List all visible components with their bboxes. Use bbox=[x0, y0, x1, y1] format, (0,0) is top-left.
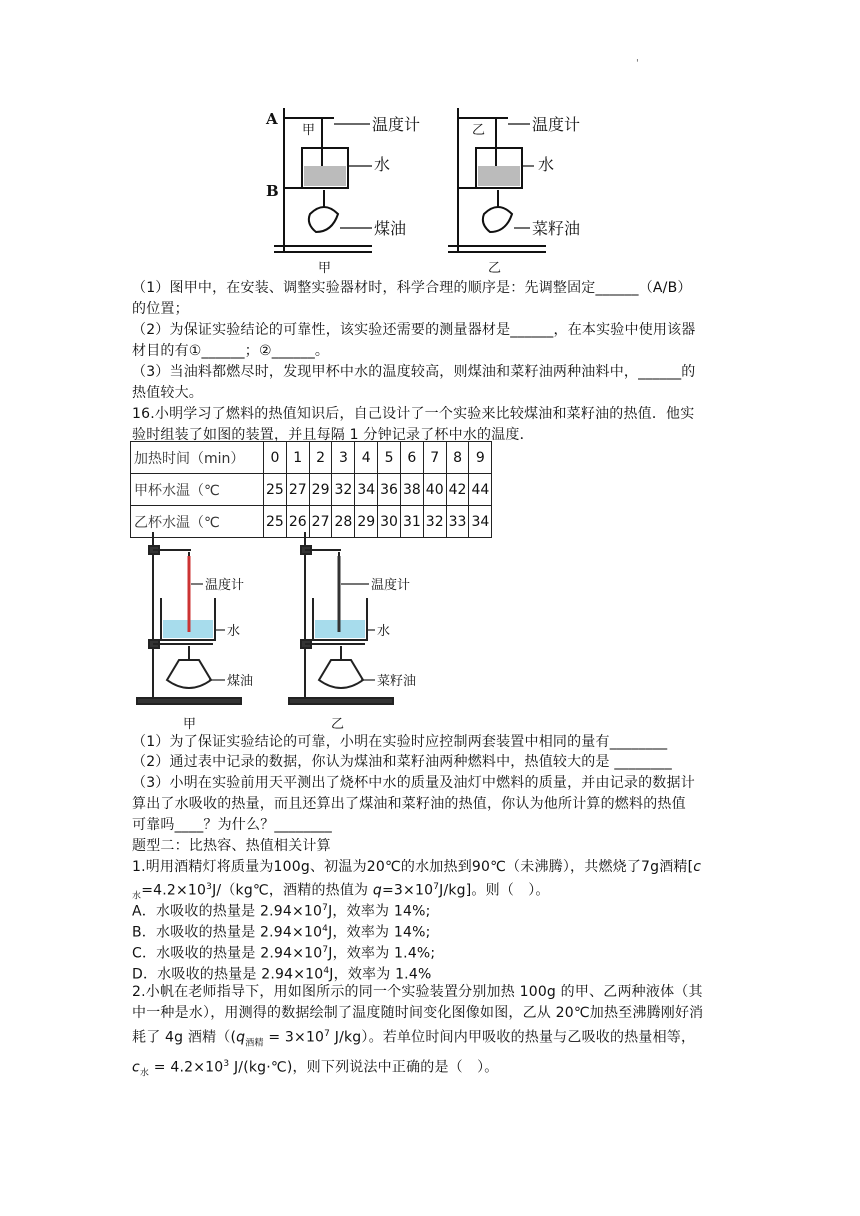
row-header: 加热时间（min） bbox=[131, 442, 264, 474]
p2-exp-4: 3 bbox=[223, 1059, 230, 1069]
right-fuel-label: 菜籽油 bbox=[532, 219, 581, 238]
table-cell: 7 bbox=[423, 442, 446, 474]
p2-text-4a: = 4.2×10 bbox=[149, 1059, 224, 1076]
figure-1-apparatus bbox=[262, 104, 602, 276]
q15-line-5: （3）当油料都燃尽时，发现甲杯中水的温度较高，则煤油和菜籽油两种油料中，______的 bbox=[132, 364, 696, 380]
table-cell: 1 bbox=[286, 442, 309, 474]
p1-text-2b: J/（kg℃，酒精的热值为 bbox=[212, 882, 373, 899]
table-row bbox=[131, 474, 492, 506]
f2-right-fuel: 菜籽油 bbox=[377, 674, 417, 689]
right-water-label: 水 bbox=[538, 155, 555, 174]
option-a-text: A．水吸收的热量是 2.94×10 bbox=[132, 903, 323, 920]
p1-text-2d: J/kg]。则（ ）。 bbox=[439, 882, 550, 899]
q15-line-2: 的位置； bbox=[132, 301, 189, 317]
table-cell: 3 bbox=[332, 442, 355, 474]
option-c-exp: 7 bbox=[322, 945, 329, 955]
p2-c-symbol: c bbox=[132, 1059, 140, 1076]
option-d-exp: 4 bbox=[323, 966, 330, 976]
left-water-label: 水 bbox=[374, 155, 391, 174]
p2-q-symbol: q bbox=[236, 1029, 246, 1046]
q16-part-5: 可靠吗____？为什么？________ bbox=[132, 817, 332, 833]
table-cell: 34 bbox=[355, 474, 378, 506]
p1-exp-2: 7 bbox=[433, 882, 440, 892]
q16-line-2: 验时组装了如图的装置，并且每隔 1 分钟记录了杯中水的温度． bbox=[132, 427, 534, 443]
p1-line-1 bbox=[132, 857, 701, 877]
q15-line-3: （2）为保证实验结论的可靠性，该实验还需要的测量器材是______，在本实验中使用该器 bbox=[132, 322, 696, 338]
p1-exp-1: 3 bbox=[206, 882, 213, 892]
f2-left-water: 水 bbox=[227, 624, 241, 639]
table-cell: 9 bbox=[469, 442, 492, 474]
left-thermometer-label: 温度计 bbox=[372, 115, 421, 134]
p2-text-3a: 耗了 4g 酒精（ bbox=[132, 1029, 231, 1046]
table-cell: 29 bbox=[355, 506, 378, 538]
p1-text-1a: 1.明用酒精灯将质量为100g、初温为20℃的水加热到90℃（未沸腾），共燃烧了7g酒精[ bbox=[132, 859, 694, 875]
table-cell: 32 bbox=[332, 474, 355, 506]
p2-exp-3: 7 bbox=[324, 1029, 331, 1039]
option-c-tail: J，效率为 1.4%; bbox=[328, 945, 436, 962]
f2-right-caption: 乙 bbox=[331, 717, 345, 730]
option-c-text: C．水吸收的热量是 2.94×10 bbox=[132, 945, 323, 962]
right-tag: 乙 bbox=[472, 123, 486, 138]
table-cell: 38 bbox=[400, 474, 423, 506]
q15-line-4: 材目的有①______；②______。 bbox=[132, 343, 330, 359]
p1-c-symbol: c bbox=[693, 859, 702, 875]
section-title: 题型二：比热容、热值相关计算 bbox=[132, 838, 331, 854]
p2-text-4b: J/(kg·℃)，则下列说法中正确的是（ ）。 bbox=[229, 1059, 499, 1076]
table-cell: 31 bbox=[400, 506, 423, 538]
table-cell: 25 bbox=[264, 474, 287, 506]
p1-text-2a: =4.2×10 bbox=[141, 882, 207, 899]
table-cell: 32 bbox=[423, 506, 446, 538]
p2-text-3c: J/kg）。若单位时间内甲吸收的热量与乙吸收的热量相等， bbox=[330, 1029, 696, 1046]
table-cell: 27 bbox=[309, 506, 332, 538]
left-fuel-label: 煤油 bbox=[374, 219, 407, 238]
row-header: 甲杯水温（℃ bbox=[131, 474, 264, 506]
p2-line-1: 2.小帆在老师指导下，用如图所示的同一个实验装置分别加热 100g 的甲、乙两种液体（其 bbox=[132, 984, 703, 1000]
f2-left-caption: 甲 bbox=[183, 717, 197, 730]
p2-sub-alcohol: 酒精 bbox=[245, 1038, 264, 1049]
temperature-table bbox=[130, 441, 492, 538]
p2-line-3: 耗了 4g 酒精（($q_{酒精} = 3\times 10^7$ J/kg）。若单位时间内甲吸收的热量与乙吸收的热量相等， bbox=[132, 1029, 696, 1049]
table-cell: 0 bbox=[264, 442, 287, 474]
row-header: 乙杯水温（℃ bbox=[131, 506, 264, 538]
p1-text-2c: =3×10 bbox=[382, 882, 434, 899]
q16-part-2: （2）通过表中记录的数据，你认为煤油和菜籽油两种燃料中，热值较大的是 ________ bbox=[132, 754, 672, 770]
table-cell: 36 bbox=[378, 474, 401, 506]
table-cell: 6 bbox=[400, 442, 423, 474]
table-cell: 42 bbox=[446, 474, 469, 506]
right-thermometer-label: 温度计 bbox=[532, 115, 581, 134]
q16-part-1: （1）为了保证实验结论的可靠，小明在实验时应控制两套装置中相同的量有________ bbox=[132, 734, 668, 750]
figure-2-apparatus bbox=[133, 528, 443, 730]
label-b: B bbox=[266, 182, 279, 200]
p1-q-symbol: q bbox=[372, 882, 382, 899]
p2-text-3b: = 3×10 bbox=[263, 1029, 325, 1046]
table-row bbox=[131, 442, 492, 474]
table-cell: 8 bbox=[446, 442, 469, 474]
table-cell: 4 bbox=[355, 442, 378, 474]
right-caption: 乙 bbox=[488, 261, 502, 276]
option-a-tail: J，效率为 14%; bbox=[328, 903, 431, 920]
p1-sub-water: 水 bbox=[132, 891, 142, 902]
table-cell: 40 bbox=[423, 474, 446, 506]
table-cell: 25 bbox=[264, 506, 287, 538]
table-cell: 5 bbox=[378, 442, 401, 474]
option-b-text: B．水吸收的热量是 2.94×10 bbox=[132, 924, 323, 941]
option-d-text: D．水吸收的热量是 2.94×10 bbox=[132, 966, 324, 983]
q16-line-1: 16.小明学习了燃料的热值知识后，自己设计了一个实验来比较煤油和菜籽油的热值．他实 bbox=[132, 406, 695, 422]
option-a-exp: 7 bbox=[322, 903, 329, 913]
table-cell: 30 bbox=[378, 506, 401, 538]
f2-right-thermometer: 温度计 bbox=[371, 578, 411, 593]
p2-line-2: 中一种是水），用测得的数据绘制了温度随时间变化图像如图，乙从 20℃加热至沸腾刚好消 bbox=[132, 1005, 704, 1021]
table-cell: 26 bbox=[286, 506, 309, 538]
option-b-exp: 4 bbox=[322, 924, 329, 934]
table-cell: 2 bbox=[309, 442, 332, 474]
f2-right-water: 水 bbox=[377, 624, 391, 639]
q15-line-1: （1）图甲中，在安装、调整实验器材时，科学合理的顺序是：先调整固定______（A/B） bbox=[132, 280, 692, 296]
table-cell: 28 bbox=[332, 506, 355, 538]
table-cell: 34 bbox=[469, 506, 492, 538]
p2-line-4 bbox=[132, 1050, 498, 1087]
page-mark: ' bbox=[636, 58, 639, 69]
f2-left-fuel: 煤油 bbox=[227, 674, 254, 689]
q15-line-6: 热值较大。 bbox=[132, 385, 203, 401]
table-cell: 44 bbox=[469, 474, 492, 506]
f2-left-thermometer: 温度计 bbox=[205, 578, 245, 593]
option-d-tail: J，效率为 1.4% bbox=[329, 966, 432, 983]
p2-sub-water: 水 bbox=[139, 1068, 150, 1079]
q16-part-3: （3）小明在实验前用天平测出了烧杯中水的质量及油灯中燃料的质量，并由记录的数据计 bbox=[132, 775, 695, 791]
table-cell: 33 bbox=[446, 506, 469, 538]
table-cell: 29 bbox=[309, 474, 332, 506]
left-caption: 甲 bbox=[318, 261, 332, 276]
left-tag: 甲 bbox=[302, 123, 316, 138]
q16-part-4: 算出了水吸收的热量，而且还算出了煤油和菜籽油的热值，你认为他所计算的燃料的热值 bbox=[132, 796, 686, 812]
option-b-tail: J，效率为 14%; bbox=[328, 924, 431, 941]
table-cell: 27 bbox=[286, 474, 309, 506]
label-a: A bbox=[266, 110, 278, 128]
